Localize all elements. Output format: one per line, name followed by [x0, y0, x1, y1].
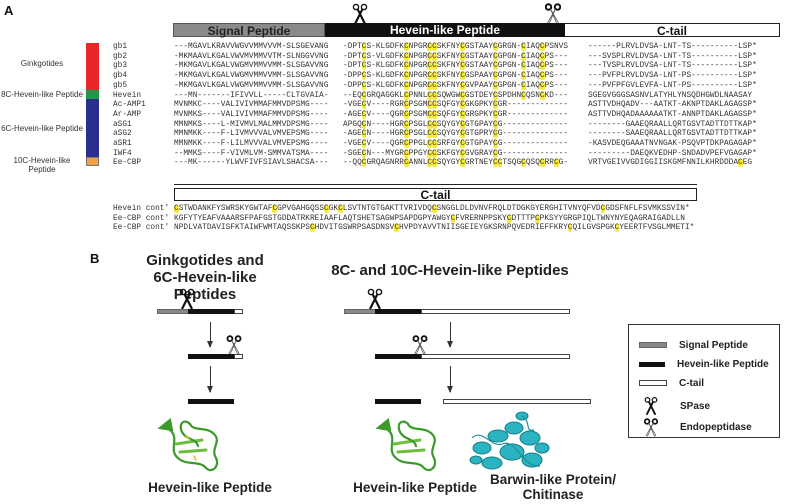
arrow [450, 366, 451, 392]
cysteine-highlight: C [403, 149, 409, 158]
cysteine-highlight: C [427, 72, 433, 81]
alignment-row [0, 53, 787, 63]
cysteine-highlight: C [361, 120, 367, 129]
peptide-sequence: -DPPCS-KLGDFKCNPGRCCSKFNYCGSPAAYCGPGN-CIAQCPS--- [343, 72, 568, 81]
cysteine-highlight: C [432, 140, 437, 148]
left-product-label: Hevein-like Peptide [148, 480, 272, 495]
cysteine-highlight: C [432, 81, 437, 90]
cysteine-highlight: C [431, 205, 437, 213]
legend-item-signal [639, 337, 748, 353]
black-bar-icon [639, 362, 665, 367]
cysteine-highlight: C [427, 159, 433, 168]
ctail-sequence: SGEGVGGGSASNVLATYHLYNSQDHGWDLNAASAY [588, 91, 753, 100]
cysteine-highlight: C [450, 214, 456, 223]
signal-sequence: MMNMKS----L-MIVMVLMALMMVDPSMG---- [174, 120, 329, 129]
cysteine-highlight: C [361, 43, 367, 51]
peptide-sequence: -AGECV----QGRCPSGMCCSQFGYCGRGPKYCGR------------- [343, 110, 568, 119]
ctail-sequence: VRTVGEIVVGDIGGIISKGMFNNILKHRDDDACEG [588, 159, 753, 168]
alignment-row [0, 92, 787, 102]
ctail-sequence: ASTTVDHQADAAAAAATKT-ANNPTDAKLAGAGSP* [588, 110, 757, 119]
right-product-label-2: Barwin-like Protein/ Chitinase [489, 472, 617, 502]
cont-row [0, 224, 787, 234]
cysteine-highlight: C [361, 91, 367, 100]
ctail-sequence: ---PVFPFGVLEVFA-LNT-PS----------LSP* [588, 81, 757, 90]
cysteine-highlight: C [361, 62, 367, 71]
cysteine-highlight: C [539, 72, 545, 81]
cysteine-highlight: C [553, 159, 559, 168]
hevein-peptide-segment [188, 309, 234, 314]
alignment-row [0, 82, 787, 92]
cysteine-highlight: C [432, 62, 437, 71]
signal-sequence: -MKMAAVLKGALVWVMVMMVVTM-SLNGGVVNG [174, 52, 329, 61]
sequence-name: aSR1 [113, 140, 132, 148]
signal-sequence: --MMKS----F-VIVMLVM-SMMVATSMA---- [174, 149, 329, 158]
signal-sequence: MVNMKC----VALIVIVMMAFMMVDPSMG---- [174, 101, 329, 110]
legend-label: Signal Peptide [679, 339, 748, 351]
cont-sequence: KGFYTYEAFVAAARSFPAFGSTGDDATRKREIAAFLAQTSHETSAGWPSAPDGPYAWGYCFVRERNPPSKYCDTTTPCPKSYYGRGPIQLTWNYNYEQAGRAIGADLLN [174, 214, 685, 223]
cysteine-highlight: C [539, 159, 545, 168]
legend-label: Hevein-like Peptide [677, 358, 769, 370]
sequence-name: Ee-CBP cont' [113, 214, 170, 223]
ctail-segment [234, 309, 243, 314]
cysteine-highlight: C [493, 110, 498, 119]
endopeptidase-scissors-icon [644, 418, 658, 437]
cysteine-highlight: C [460, 91, 465, 100]
spase-scissors-icon [352, 3, 368, 25]
alignment-row [0, 121, 787, 131]
ctail-sequence: --------GAAEQRAALLQRTGSVTADTTDTTKAP* [588, 120, 757, 129]
alignment-row [0, 111, 787, 121]
cysteine-highlight: C [361, 130, 367, 139]
cysteine-highlight: C [309, 224, 315, 233]
ctail-segment [421, 354, 570, 359]
ctail-sequence: ASTTVDHQADV---AATKT-AKNPTDAKLAGAGSP* [588, 101, 757, 110]
alignment-row [0, 159, 787, 169]
hevein-peptide-structure [368, 410, 448, 478]
peptide-sequence: --QQCGRQAGNRRCANNLCCSQYGYCGRTNEYCCTSQGCQSQCRRCG- [343, 159, 568, 168]
hevein-peptide-segment [188, 399, 234, 404]
sequence-name: Ee-CBP cont' [113, 224, 170, 233]
peptide-sequence: -DPPCS-KLGDFKCNPGRCCSKFNYCGVPAAYCGPGN-CIAQCPS--- [343, 81, 568, 90]
legend-item-endopeptidase [639, 417, 752, 437]
hevein-peptide-header: Hevein-like Peptide [325, 23, 565, 37]
cysteine-highlight: C [174, 205, 179, 213]
endopeptidase-scissors-icon [412, 335, 428, 355]
sequence-name: gb2 [113, 52, 128, 61]
cysteine-highlight: C [493, 130, 498, 139]
cysteine-highlight: C [460, 101, 465, 110]
cysteine-highlight: C [432, 101, 437, 110]
cysteine-highlight: C [493, 72, 498, 81]
cysteine-highlight: C [521, 52, 526, 61]
divider [174, 184, 697, 185]
endopeptidase-scissors-icon [545, 3, 561, 25]
arrow [210, 366, 211, 392]
legend-item-ctail [639, 375, 704, 391]
peptide-sequence: -AGECN----HGRCPSGLCCSQYGYCGTGPRYCG-------------- [343, 130, 568, 139]
peptide-sequence: -DPTCS-VLGDFKCNPGRCCSKFNYCGSTAAYCGPGN-CIAQCPS--- [343, 52, 568, 61]
cysteine-highlight: C [493, 101, 498, 110]
ctail-sequence: -KASVDEQGAAATNVNGAK-PSQVPTDKPAGAGAP* [588, 140, 757, 148]
peptide-sequence: -DPTCS-KLGDFKCNPGRCCSKFNYCGSTAAYCGPGN-CIAQCPS--- [343, 62, 568, 71]
legend-item-hevein [639, 356, 769, 372]
cont-sequence: CSTWDANKFYSWRSKYGWTAFCGPVGAHGQSSCGKCLSVTNTGTGAKTTVRIVDQCSNGGLDLDVNVFRQLDTDGKGYERGHITVNYQFVDCGDSFNFLFSVMKSSVIN* [174, 205, 690, 213]
cysteine-highlight: C [460, 62, 465, 71]
cysteine-highlight: C [338, 205, 343, 213]
cysteine-highlight: C [460, 110, 465, 119]
cysteine-highlight: C [521, 62, 526, 71]
cysteine-highlight: C [521, 43, 526, 51]
cysteine-highlight: C [493, 140, 498, 148]
cysteine-highlight: C [361, 149, 367, 158]
hevein-peptide-segment [375, 309, 421, 314]
peptide-sequence: -VGECV----QGRCPPGLCCSRFGYCGTGPAYCG-------------- [343, 140, 568, 148]
group-label: 6C-Hevein-like Peptide [1, 124, 83, 133]
alignment-row [0, 150, 787, 160]
cysteine-highlight: C [432, 110, 437, 119]
ctail-segment [421, 309, 570, 314]
cysteine-highlight: C [427, 62, 433, 71]
peptide-sequence: -VGECV----RGRCPSGMCCSQFGYCGKGPKYCGR------------- [343, 101, 568, 110]
signal-sequence: -MKMGAVLKGALVWGMVMMVVMM-SLSGAVVNG [174, 81, 329, 90]
cysteine-highlight: C [403, 62, 409, 71]
sequence-name: gb1 [113, 43, 128, 51]
cysteine-highlight: C [432, 120, 437, 129]
sequence-name: Hevein cont' [113, 205, 170, 213]
right-pathway-title: 8C- and 10C-Hevein-like Peptides [331, 262, 569, 279]
hevein-peptide-structure [150, 410, 230, 478]
hevein-peptide-segment [375, 399, 421, 404]
sequence-name: aSG2 [113, 130, 132, 139]
sequence-name: gb3 [113, 62, 128, 71]
cysteine-highlight: C [539, 91, 545, 100]
cont-alignment [0, 205, 787, 237]
cysteine-highlight: C [403, 101, 409, 110]
cysteine-highlight: C [432, 43, 437, 51]
cysteine-highlight: C [460, 130, 465, 139]
cysteine-highlight: C [427, 130, 433, 139]
barwin-chitinase-structure [462, 408, 557, 480]
cysteine-highlight: C [432, 72, 437, 81]
spase-scissors-icon [367, 288, 383, 310]
ctail-sequence: ------PLRVLDVSA-LNT-TS----------LSP* [588, 43, 757, 51]
alignment-row [0, 72, 787, 82]
cysteine-highlight: C [460, 81, 465, 90]
cysteine-highlight: C [497, 159, 503, 168]
cysteine-highlight: C [460, 149, 465, 158]
ctail-sequence: ---------DAEQKVEDHP-SNDADVPEFVGAGAP* [588, 149, 757, 158]
cysteine-highlight: C [460, 140, 465, 148]
signal-sequence: -MKMGAVLKGALVWGMVMMVVMM-SLSGAVVNG [174, 62, 329, 71]
sequence-name: Ee-CBP [113, 159, 142, 168]
cysteine-highlight: C [460, 43, 465, 51]
cysteine-highlight: C [493, 159, 498, 168]
cysteine-highlight: C [460, 52, 465, 61]
cysteine-highlight: C [394, 224, 399, 233]
white-bar-icon [639, 380, 667, 386]
cysteine-highlight: C [493, 149, 498, 158]
ctail-sequence: ---PVFPLRVLDVSA-LNT-PS----------LSP* [588, 72, 757, 81]
cysteine-highlight: C [361, 140, 367, 148]
cysteine-highlight: C [460, 120, 465, 129]
hevein-peptide-segment [375, 354, 421, 359]
cysteine-highlight: C [567, 224, 573, 233]
gray-bar-icon [639, 342, 667, 348]
scissors-icon [644, 396, 658, 416]
cysteine-highlight: C [427, 149, 433, 158]
cysteine-highlight: C [521, 81, 526, 90]
cysteine-highlight: C [534, 214, 540, 223]
ctail-segment [443, 399, 591, 404]
arrow [450, 322, 451, 347]
cysteine-highlight: C [427, 120, 433, 129]
panel-b-label: B [90, 251, 100, 266]
alignment-row [0, 130, 787, 140]
group-label: 10C-Hevein-like Peptide [13, 156, 71, 174]
ctail-header: C-tail [565, 23, 780, 37]
cysteine-highlight: C [460, 159, 465, 168]
sequence-name: gb4 [113, 72, 128, 81]
cysteine-highlight: C [521, 159, 526, 168]
cysteine-highlight: C [427, 81, 433, 90]
cysteine-highlight: C [521, 72, 526, 81]
cysteine-highlight: C [403, 120, 409, 129]
cysteine-highlight: C [403, 140, 409, 148]
legend [628, 324, 780, 438]
cysteine-highlight: C [493, 43, 498, 51]
alignment-row [0, 101, 787, 111]
peptide-sequence: APGQCN----HGRCPSGLCCSQYGYCGTGPAYCG-------------- [343, 120, 568, 129]
cysteine-highlight: C [361, 110, 367, 119]
cysteine-highlight: C [427, 52, 433, 61]
cysteine-highlight: C [272, 205, 278, 213]
cysteine-highlight: C [432, 52, 437, 61]
legend-label: SPase [680, 400, 711, 412]
cysteine-highlight: C [738, 159, 743, 168]
cysteine-highlight: C [493, 52, 498, 61]
signal-peptide-header: Signal Peptide [173, 23, 325, 37]
cysteine-highlight: C [432, 130, 437, 139]
cysteine-highlight: C [361, 72, 367, 81]
cysteine-highlight: C [614, 224, 620, 233]
signal-sequence: MVNMKS----VALIVIVMMAFMMVDPSMG---- [174, 110, 329, 119]
arrow [210, 322, 211, 347]
cysteine-highlight: C [506, 214, 512, 223]
cysteine-highlight: C [432, 159, 437, 168]
cysteine-highlight: C [427, 140, 433, 148]
cysteine-highlight: C [432, 149, 437, 158]
cysteine-highlight: C [403, 72, 409, 81]
alignment [0, 43, 787, 173]
left-pathway-title: Ginkgotides and 6C-Hevein-like Peptides [146, 252, 264, 303]
signal-sequence: ---MK------YLWVFIVFSIAVLSHACSA--- [174, 159, 329, 168]
cysteine-highlight: C [493, 91, 498, 100]
cont-sequence: NPDLVATDAVISFKTAIWFWMTAQSSKPSCHDVITGSWRPSASDNSVCHVPDYAVVTNIISGEIEYGKSRNPQVEDRIEFFKRYCQILGVSPGKCYEERTFVSGLMMETI* [174, 224, 695, 233]
cysteine-highlight: C [403, 130, 409, 139]
ctail-sequence: ---TVSPLRVLDVSA-LNT-TS----------LSP* [588, 62, 757, 71]
right-product-label-1: Hevein-like Peptide [353, 480, 477, 495]
cysteine-highlight: C [460, 72, 465, 81]
legend-label: C-tail [679, 377, 704, 389]
cysteine-highlight: C [361, 52, 367, 61]
sequence-name: Hevein [113, 91, 142, 100]
cysteine-highlight: C [539, 52, 545, 61]
sequence-name: Ac-AMP1 [113, 101, 146, 110]
cysteine-highlight: C [324, 205, 329, 213]
cysteine-highlight: C [361, 159, 367, 168]
alignment-row [0, 43, 787, 53]
cysteine-highlight: C [403, 91, 409, 100]
group-label: 8C-Hevein-like Peptide [1, 90, 83, 99]
ctail-segment [234, 354, 243, 359]
signal-peptide-segment [344, 309, 376, 314]
sequence-name: Ar-AMP [113, 110, 142, 119]
peptide-sequence: --EQCGRQAGGKLCPNNLCCSQWGWCGSTDEYCSPDHNCQSNCKD--- [343, 91, 568, 100]
spase-scissors-icon [179, 288, 195, 310]
signal-sequence: ---MN-------IFIVVLL-----CLTGVAIA- [174, 91, 329, 100]
sequence-name: IWF4 [113, 149, 132, 158]
signal-peptide-segment [157, 309, 189, 314]
alignment-row [0, 62, 787, 72]
ctail-sequence: ---SVSPLRVLDVSA-LNT-TS----------LSP* [588, 52, 757, 61]
signal-sequence: -MKMGAVLKGALVWGMVMMVVMM-SLSGAVVNG [174, 72, 329, 81]
hevein-peptide-segment [188, 354, 234, 359]
group-label: Ginkgotides [20, 59, 64, 68]
signal-sequence: ---MGAVLKRAVVWGVVMMVVVM-SLSGEVANG [174, 43, 329, 51]
cysteine-highlight: C [539, 81, 545, 90]
cysteine-highlight: C [361, 101, 367, 110]
cont-row [0, 205, 787, 215]
cysteine-highlight: C [539, 43, 545, 51]
legend-item-spase [639, 395, 710, 417]
signal-sequence: MMNMKK----F-LIVMVVVALVMVEPSMG---- [174, 130, 329, 139]
peptide-sequence: -SGECN---MYGRCPPGYCCSKFGYCGVGRAYCG-------------- [343, 149, 568, 158]
cysteine-highlight: C [493, 81, 498, 90]
cysteine-highlight: C [427, 91, 433, 100]
cysteine-highlight: C [521, 91, 526, 100]
sequence-name: gb5 [113, 81, 128, 90]
cont-ctail-header: C-tail [174, 188, 697, 201]
cysteine-highlight: C [403, 52, 409, 61]
cysteine-highlight: C [403, 110, 409, 119]
alignment-row [0, 140, 787, 150]
panel-a-label: A [4, 3, 14, 18]
cysteine-highlight: C [427, 101, 433, 110]
cysteine-highlight: C [539, 62, 545, 71]
endopeptidase-scissors-icon [226, 335, 242, 355]
cysteine-highlight: C [493, 120, 498, 129]
cysteine-highlight: C [493, 62, 498, 71]
cysteine-highlight: C [403, 159, 409, 168]
sequence-name: aSG1 [113, 120, 132, 129]
cysteine-highlight: C [600, 205, 606, 213]
cysteine-highlight: C [403, 43, 409, 51]
cysteine-highlight: C [361, 81, 367, 90]
ctail-sequence: --------SAAEQRAALLQRTGSVTADTTDTTKAP* [588, 130, 757, 139]
cysteine-highlight: C [432, 91, 437, 100]
legend-label: Endopeptidase [680, 421, 752, 433]
signal-sequence: MMNMKK----F-LILMVVVALVMVEPSMG---- [174, 140, 329, 148]
cont-row [0, 215, 787, 225]
peptide-sequence: -DPTCS-KLGDFKCNPGRCCSKFNYCGSTAAYCGRGN-CIAQCPSNVS [343, 43, 568, 51]
cysteine-highlight: C [427, 110, 433, 119]
cysteine-highlight: C [403, 81, 409, 90]
cysteine-highlight: C [427, 43, 433, 51]
